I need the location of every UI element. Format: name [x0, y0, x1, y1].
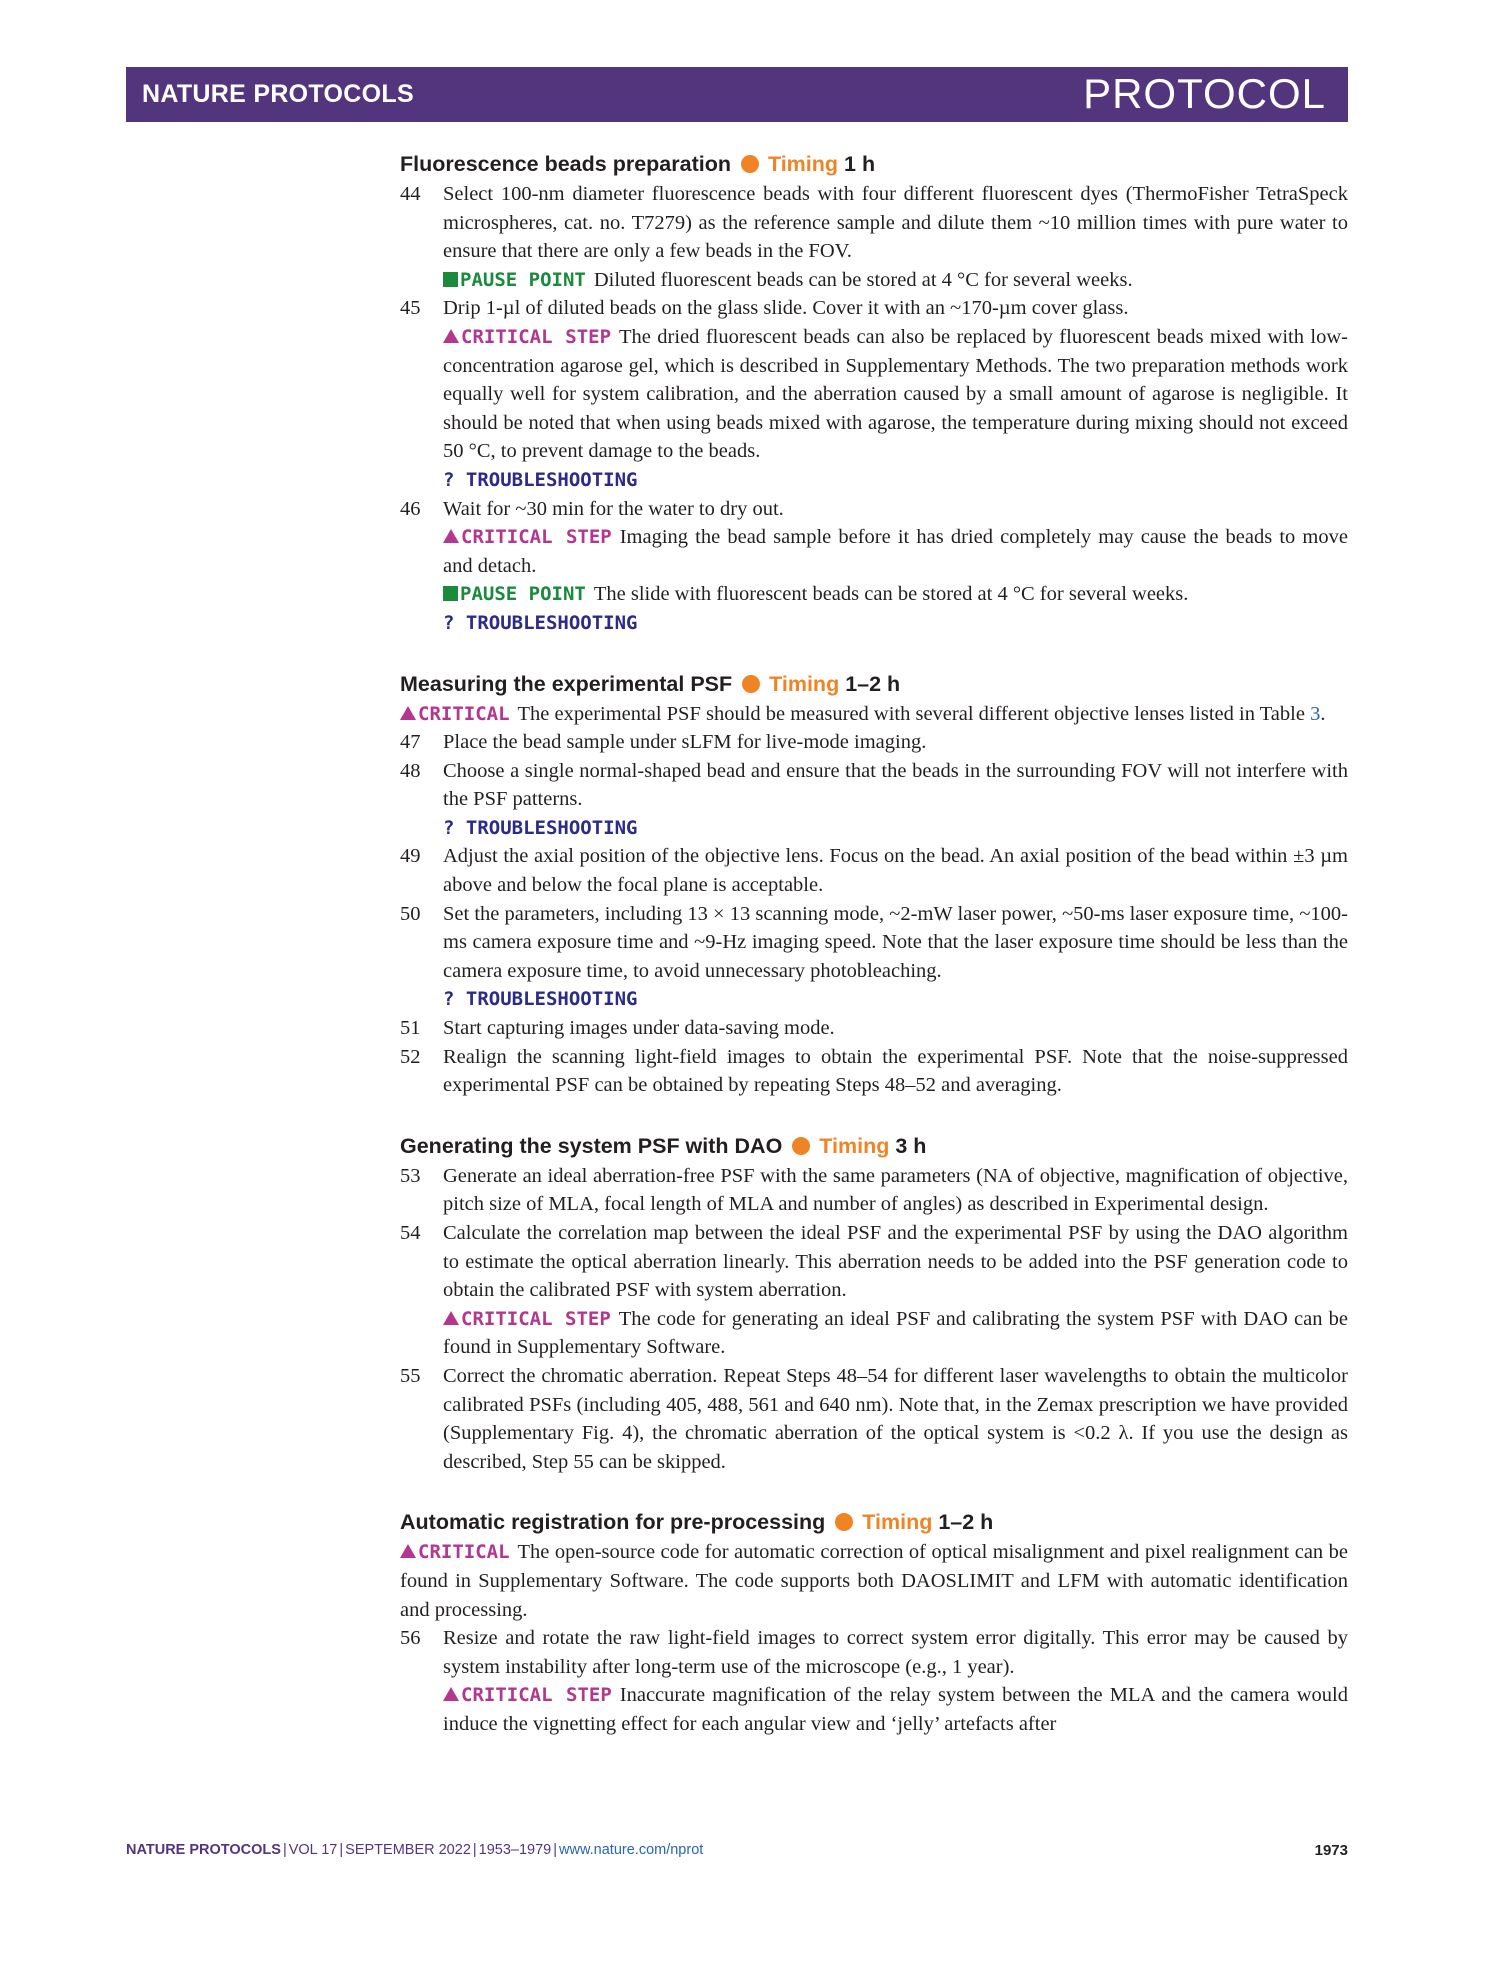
critical-triangle-icon	[443, 1311, 459, 1325]
section-measuring-psf	[400, 668, 1348, 1100]
step-46: 46 Wait for ~30 min for the water to dry out. CRITICAL STEP Imaging the bead sample before it has dried completely may cause the beads to move and detach. PAUSE POINT The slide with fluorescent beads can be stored at 4 °C for several weeks. ? TROUBLESHOOTING	[400, 495, 1348, 638]
table-3-link[interactable]: 3	[1310, 702, 1321, 725]
timing-value: 1 h	[844, 152, 876, 176]
timing-dot-icon	[835, 1513, 853, 1531]
step-53: 53 Generate an ideal aberration-free PSF with the same parameters (NA of objective, magnification of objective, pitch size of MLA, focal length of MLA and number of angles) as described in Experimental design.	[400, 1164, 1348, 1216]
critical-step-note: CRITICAL STEP Imaging the bead sample before it has dried completely may cause the beads to move and detach.	[443, 526, 1348, 577]
critical-triangle-icon	[400, 1544, 416, 1558]
section-beads-preparation	[400, 148, 1348, 638]
critical-triangle-icon	[400, 706, 416, 720]
step-47: 47 Place the bead sample under sLFM for live-mode imaging.	[400, 731, 927, 754]
footer-journal: NATURE PROTOCOLS	[126, 1842, 281, 1858]
section-heading: Fluorescence beads preparation Timing 1 h	[400, 152, 876, 176]
critical-triangle-icon	[443, 1687, 459, 1701]
critical-step-note: CRITICAL STEP The code for generating an ideal PSF and calibrating the system PSF with DAO can be found in Supplementary Software.	[443, 1307, 1348, 1359]
section-automatic-registration	[400, 1506, 1348, 1738]
critical-triangle-icon	[443, 529, 459, 543]
section-system-psf-dao	[400, 1130, 1348, 1477]
footer-pages: 1953–1979	[478, 1842, 552, 1858]
critical-note: CRITICAL The experimental PSF should be measured with several different objective lenses listed in Table 3.	[400, 700, 1348, 729]
step-48: 48 Choose a single normal-shaped bead and ensure that the beads in the surrounding FOV will not interfere with the PSF patterns. ? TROUBLESHOOTING	[400, 757, 1348, 843]
step-52: 52 Realign the scanning light-field images to obtain the experimental PSF. Note that the noise-suppressed experimental PSF can be obtained by repeating Steps 48–52 and averaging.	[400, 1045, 1348, 1097]
footer-volume: VOL 17	[288, 1842, 338, 1858]
step-44: 44 Select 100-nm diameter fluorescence beads with four different fluorescent dyes (ThermoFisher TetraSpeck microspheres, cat. no. T7279) as the reference sample and dilute them ~10 million times with pure water to ensure that there are only a few beads in the FOV. PAUSE POINT Diluted fluorescent beads can be stored at 4 °C for several weeks.	[400, 180, 1348, 294]
step-54: 54 Calculate the correlation map between the ideal PSF and the experimental PSF by using the DAO algorithm to estimate the optical aberration linearly. This aberration needs to be added into the PSF generation code to obtain the calibrated PSF with system aberration. CRITICAL STEP The code for generating an ideal PSF and calibrating the system PSF with DAO can be found in Supplementary Software.	[400, 1219, 1348, 1362]
pause-point-note: PAUSE POINT Diluted fluorescent beads can be stored at 4 °C for several weeks.	[443, 266, 1348, 295]
timing-value: 1–2 h	[938, 1510, 994, 1535]
section-heading: Generating the system PSF with DAO Timing 3 h	[400, 1133, 927, 1158]
timing-value: 3 h	[895, 1133, 927, 1158]
section-heading: Automatic registration for pre-processing Timing 1–2 h	[400, 1510, 994, 1535]
timing-dot-icon	[742, 675, 760, 693]
step-55: 55 Correct the chromatic aberration. Repeat Steps 48–54 for different laser wavelengths to obtain the multicolor calibrated PSFs (including 405, 488, 561 and 640 nm). Note that, in the Zemax prescription we have provided (Supplementary Fig. 4), the chromatic aberration of the optical system is <0.2 λ. If you use the design as described, Step 55 can be skipped.	[400, 1364, 1348, 1473]
troubleshooting-link[interactable]: ? TROUBLESHOOTING	[443, 816, 638, 839]
critical-note: CRITICAL The open-source code for automatic correction of optical misalignment and pixel realignment can be found in Supplementary Software. The code supports both DAOSLIMIT and LFM with automatic identification and processing.	[400, 1541, 1348, 1621]
step-49: 49 Adjust the axial position of the objective lens. Focus on the bead. An axial position of the bead within ±3 µm above and below the focal plane is acceptable.	[400, 845, 1348, 897]
page-content	[400, 148, 1348, 1769]
page-footer: NATURE PROTOCOLS | VOL 17 | SEPTEMBER 2022 | 1953–1979 | www.nature.com/nprot 1973	[126, 1842, 1348, 1859]
footer-date: SEPTEMBER 2022	[345, 1842, 471, 1858]
timing-dot-icon	[741, 155, 759, 173]
critical-step-note: CRITICAL STEP The dried fluorescent beads can also be replaced by fluorescent beads mixed with low-concentration agarose gel, which is described in Supplementary Methods. The two preparation methods work equally well for system calibration, and the aberration caused by a small amount of agarose is negligible. It should be noted that when using beads mixed with agarose, the temperature during mixing should not exceed 50 °C, to prevent damage to the beads.	[443, 325, 1348, 463]
step-45: 45 Drip 1-µl of diluted beads on the glass slide. Cover it with an ~170-µm cover glass. CRITICAL STEP The dried fluorescent beads can also be replaced by fluorescent beads mixed with low-concentration agarose gel, which is described in Supplementary Methods. The two preparation methods work equally well for system calibration, and the aberration caused by a small amount of agarose is negligible. It should be noted that when using beads mixed with agarose, the temperature during mixing should not exceed 50 °C, to prevent damage to the beads. ? TROUBLESHOOTING	[400, 294, 1348, 494]
step-50: 50 Set the parameters, including 13 × 13 scanning mode, ~2-mW laser power, ~50-ms laser exposure time, ~100-ms camera exposure time and ~9-Hz imaging speed. Note that the laser exposure time should be less than the camera exposure time, to avoid unnecessary photobleaching. ? TROUBLESHOOTING	[400, 900, 1348, 1014]
journal-header-bar	[126, 67, 1348, 122]
pause-point-note: PAUSE POINT The slide with fluorescent beads can be stored at 4 °C for several weeks.	[443, 580, 1348, 609]
page-number: 1973	[1314, 1842, 1348, 1859]
step-51: 51 Start capturing images under data-saving mode.	[400, 1017, 835, 1040]
section-heading: Measuring the experimental PSF Timing 1–2 h	[400, 671, 901, 696]
pause-square-icon	[443, 272, 458, 287]
troubleshooting-link[interactable]: ? TROUBLESHOOTING	[443, 611, 638, 634]
timing-value: 1–2 h	[845, 671, 901, 696]
pause-square-icon	[443, 586, 458, 601]
critical-triangle-icon	[443, 329, 459, 343]
footer-url-link[interactable]: www.nature.com/nprot	[559, 1842, 704, 1858]
step-56: 56 Resize and rotate the raw light-field images to correct system error digitally. This error may be caused by system instability after long-term use of the microscope (e.g., 1 year). CRITICAL STEP Inaccurate magnification of the relay system between the MLA and the camera would induce the vignetting effect for each angular view and ‘jelly’ artefacts after	[400, 1624, 1348, 1738]
troubleshooting-link[interactable]: ? TROUBLESHOOTING	[443, 468, 638, 491]
troubleshooting-link[interactable]: ? TROUBLESHOOTING	[443, 988, 638, 1011]
article-type: PROTOCOL	[1083, 70, 1326, 117]
journal-name: NATURE PROTOCOLS	[142, 80, 414, 108]
critical-step-note: CRITICAL STEP Inaccurate magnification of the relay system between the MLA and the camera would induce the vignetting effect for each angular view and ‘jelly’ artefacts after	[443, 1684, 1348, 1735]
timing-dot-icon	[792, 1137, 810, 1155]
